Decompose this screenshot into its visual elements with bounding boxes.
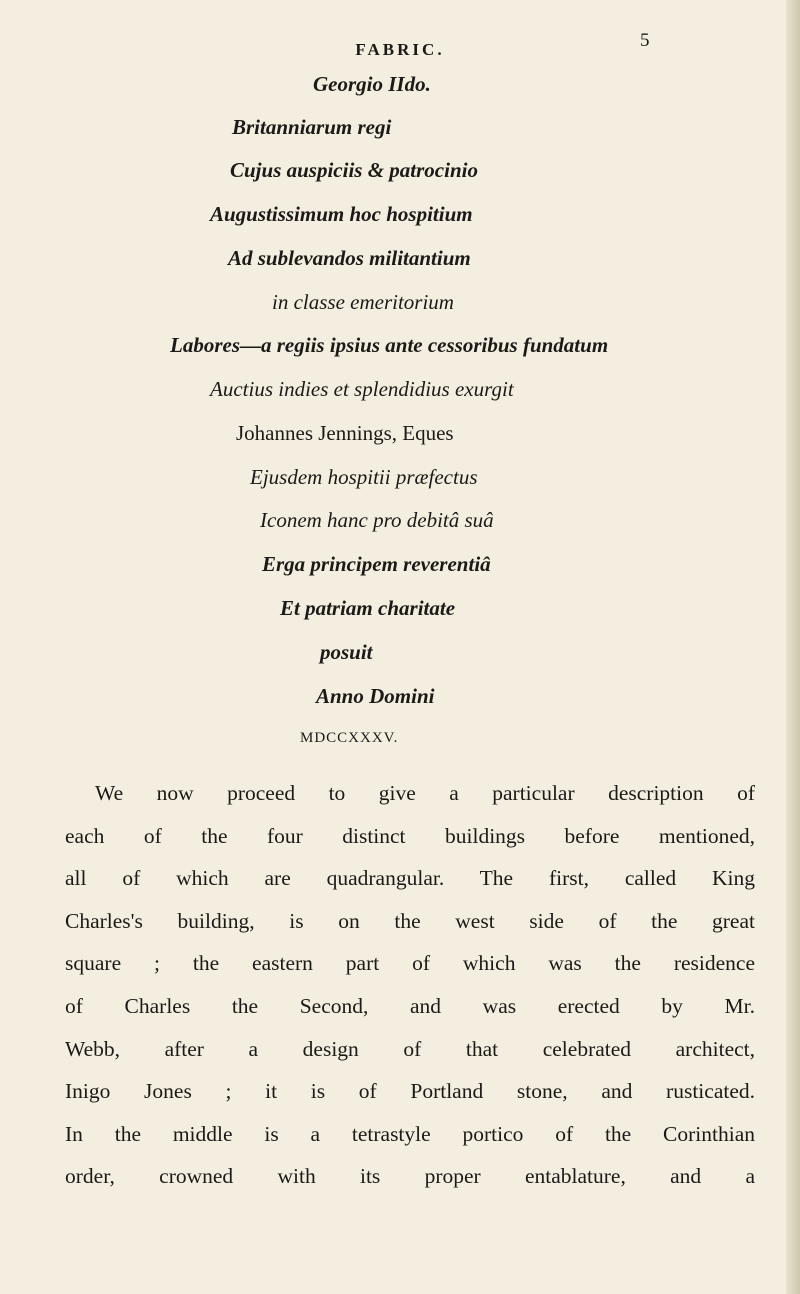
inscription-line: Johannes Jennings, Eques [236,421,454,445]
inscription-line: Labores—a regiis ipsius ante cessoribus fundatum [170,333,609,357]
body-line: each of the four distinct buildings before mentioned, [65,823,755,848]
page-edge [786,0,800,1294]
running-head: FABRIC. [355,40,445,59]
inscription-line: Ad sublevandos militantium [228,246,471,270]
body-line: Charles's building, is on the west side of the great [65,908,755,933]
inscription-line: Et patriam charitate [280,596,456,620]
body-line: Webb, after a design of that celebrated architect, [65,1036,755,1061]
body-line: of Charles the Second, and was erected by Mr. [65,993,755,1018]
inscription-line: Ejusdem hospitii præfectus [250,465,478,489]
inscription-line: in classe emeritorium [272,290,454,314]
body-line: In the middle is a tetrastyle portico of the Corinthian [65,1121,755,1146]
inscription-line: Iconem hanc pro debitâ suâ [260,508,494,532]
body-line: We now proceed to give a particular description of [95,781,755,805]
inscription-line: Auctius indies et splendidius exurgit [210,377,514,401]
inscription-line: Augustissimum hoc hospitium [210,202,473,226]
inscription-line: MDCCXXXV. [300,730,399,746]
body-line: Inigo Jones ; it is of Portland stone, and rusticated. [65,1079,755,1104]
body-line: order, crowned with its proper entablature, and a [65,1164,755,1189]
body-line: all of which are quadrangular. The first, called King [65,866,755,891]
inscription-line: posuit [320,640,373,664]
inscription-line: Georgio IIdo. [313,72,431,96]
inscription-line: Cujus auspiciis & patrocinio [230,158,478,182]
body-paragraph [65,772,755,1198]
page-number: 5 [640,30,650,51]
inscription-line: Britanniarum regi [232,115,392,139]
inscription-line: Erga principem reverentiâ [262,552,491,576]
inscription-line: Anno Domini [316,684,435,708]
body-line: square ; the eastern part of which was the residence [65,951,755,976]
